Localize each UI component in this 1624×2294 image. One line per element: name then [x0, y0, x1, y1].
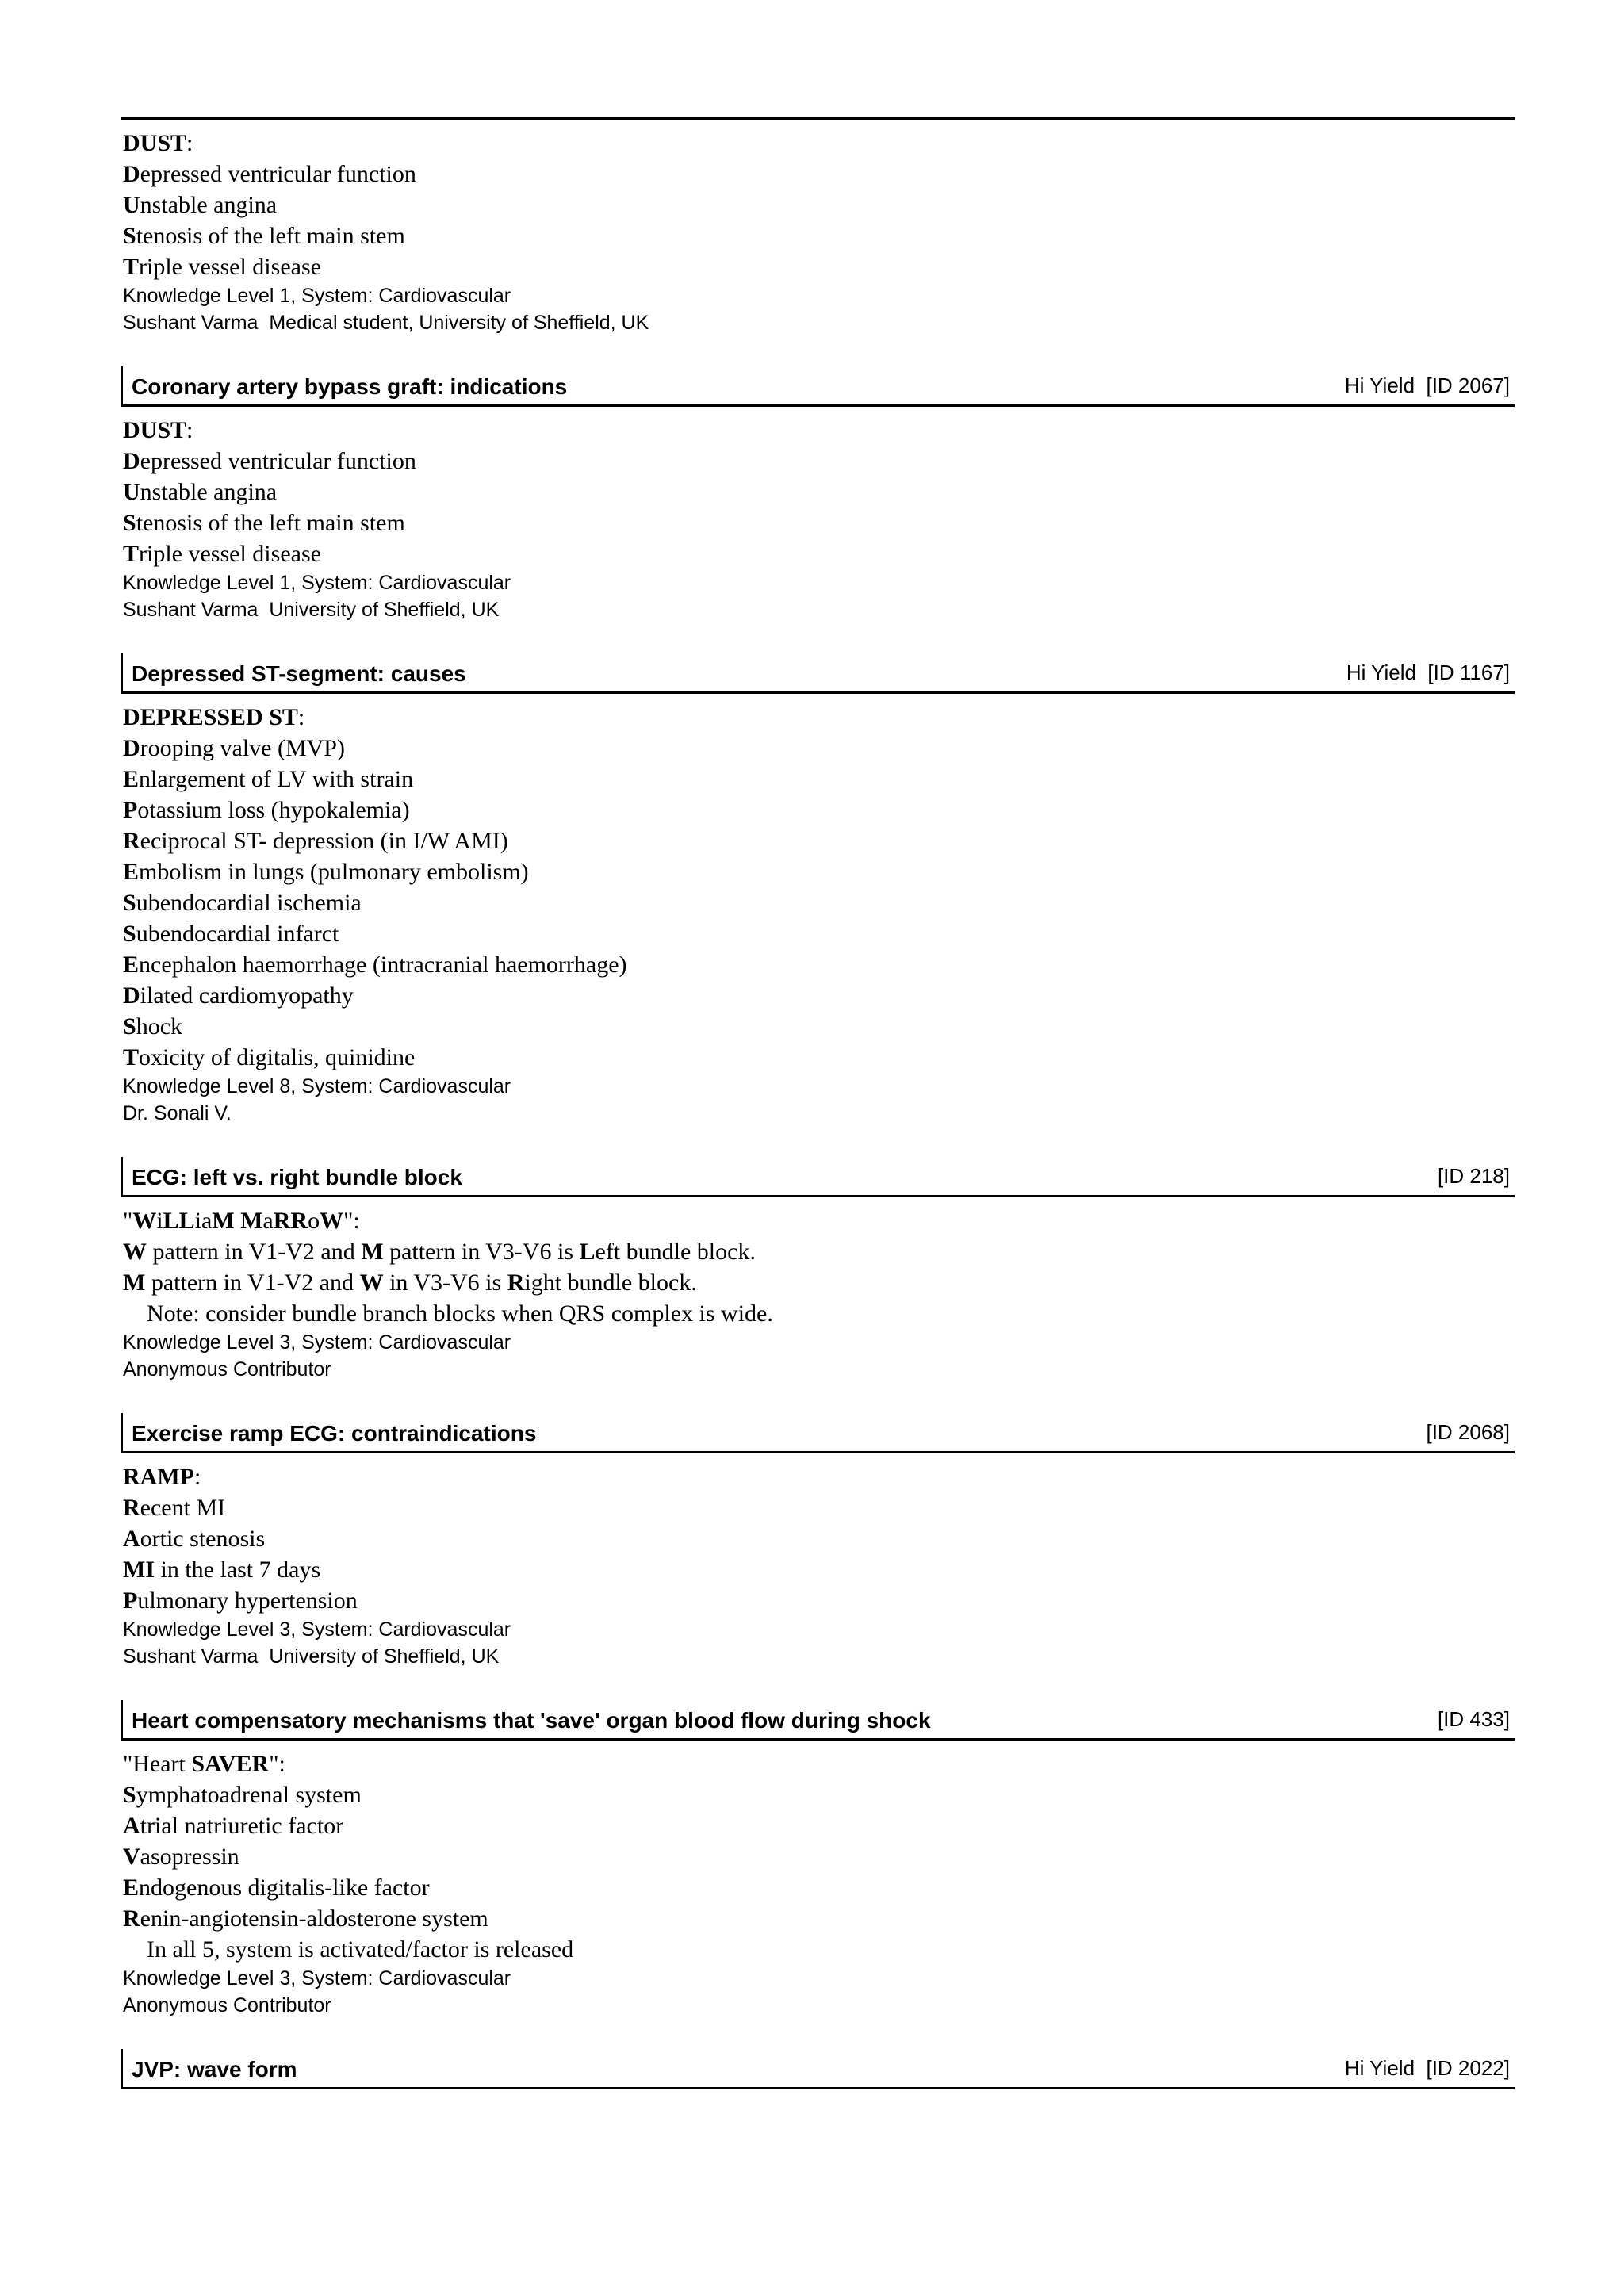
mnemonic-letter: D: [123, 448, 140, 474]
contributor: Dr. Sonali V.: [123, 1102, 232, 1124]
mnemonic-heading: [123, 128, 1515, 159]
mnemonic-letter: V: [123, 1844, 140, 1870]
mnemonic-letter: M: [123, 1270, 146, 1296]
mnemonic-letter: T: [123, 541, 140, 567]
mnemonic-entry: [121, 120, 1515, 336]
mnemonic-text: pattern in V1-V2 and: [145, 1270, 360, 1296]
mnemonic-letter: L: [579, 1239, 596, 1265]
knowledge-level: Knowledge Level 3, System: Cardiovascular: [123, 1967, 511, 1990]
mnemonic-letter: R: [123, 1905, 140, 1932]
mnemonic-line: [123, 507, 1515, 538]
entry-header: [121, 653, 1515, 694]
mnemonic-line: [123, 887, 1515, 918]
mnemonic-letter: P: [123, 1587, 138, 1614]
mnemonic-text: ndogenous digitalis-like factor: [139, 1875, 430, 1901]
mnemonic-text: ":: [269, 1751, 285, 1777]
mnemonic-line: [123, 1585, 1515, 1616]
contributor: Sushant Varma University of Sheffield, UK: [123, 599, 500, 621]
mnemonic-text: :: [193, 1464, 201, 1490]
contributor: Sushant Varma Medical student, University of Sheffield, UK: [123, 312, 649, 334]
mnemonic-text: oxicity of digitalis, quinidine: [139, 1044, 416, 1070]
mnemonic-text: :: [186, 130, 193, 156]
mnemonic-text: riple vessel disease: [139, 254, 321, 280]
mnemonic-line: [123, 1042, 1515, 1073]
mnemonic-letter: M: [361, 1239, 384, 1265]
entry-body: [121, 120, 1515, 336]
mnemonic-line: [123, 159, 1515, 190]
knowledge-level: Knowledge Level 3, System: Cardiovascular: [123, 1618, 511, 1641]
mnemonic-letter: A: [123, 1526, 140, 1552]
mnemonic-letter: W: [132, 1208, 157, 1234]
mnemonic-text: otassium loss (hypokalemia): [137, 797, 410, 823]
mnemonic-text: ":: [343, 1208, 360, 1234]
contributor: Anonymous Contributor: [123, 1358, 331, 1381]
mnemonic-line: [123, 1492, 1515, 1523]
entry-title: Heart compensatory mechanisms that 'save' organ blood flow during shock: [132, 1708, 931, 1733]
mnemonic-text: o: [308, 1208, 320, 1234]
mnemonic-line: [123, 1779, 1515, 1810]
entry-title: ECG: left vs. right bundle block: [132, 1165, 462, 1189]
mnemonic-line: [123, 825, 1515, 856]
mnemonic-letter: E: [123, 859, 140, 885]
document-page: [121, 117, 1515, 2097]
mnemonic-text: ymphatoadrenal system: [136, 1782, 362, 1808]
mnemonic-text: nstable angina: [140, 192, 278, 218]
mnemonic-text: pattern in V3-V6 is: [383, 1239, 580, 1265]
mnemonic-line: [123, 856, 1515, 887]
mnemonic-letter: S: [123, 921, 136, 947]
contributor: Anonymous Contributor: [123, 1994, 331, 2016]
mnemonic-line: [123, 1903, 1515, 1934]
mnemonic-letter: DEPRESSED ST: [123, 704, 298, 730]
mnemonic-text: ecent MI: [140, 1495, 226, 1521]
mnemonic-text: pattern in V1-V2 and: [147, 1239, 362, 1265]
entry-body: [121, 1741, 1515, 2019]
mnemonic-text: ortic stenosis: [140, 1526, 266, 1552]
mnemonic-letter: W: [320, 1208, 344, 1234]
mnemonic-letter: LL: [163, 1208, 195, 1234]
mnemonic-text: :: [186, 417, 193, 443]
mnemonic-line: [123, 980, 1515, 1011]
mnemonic-line: [123, 446, 1515, 477]
entry-title: Exercise ramp ECG: contraindications: [132, 1421, 537, 1446]
knowledge-level: Knowledge Level 8, System: Cardiovascular: [123, 1075, 511, 1097]
mnemonic-letter: P: [123, 797, 138, 823]
mnemonic-text: eft bundle block.: [595, 1239, 756, 1265]
mnemonic-text: riple vessel disease: [139, 541, 321, 567]
mnemonic-letter: E: [123, 766, 140, 792]
mnemonic-text: ": [123, 1208, 133, 1234]
entry-header: [121, 1700, 1515, 1741]
mnemonic-entry: [121, 1157, 1515, 1383]
entry-title: JVP: wave form: [132, 2057, 297, 2081]
mnemonic-letter: S: [123, 1782, 136, 1808]
mnemonic-line: [123, 1267, 1515, 1298]
entry-id-label: Hi Yield [ID 1167]: [1346, 661, 1510, 684]
entry-body: [121, 694, 1515, 1127]
mnemonic-text: nlargement of LV with strain: [139, 766, 414, 792]
mnemonic-letter: R: [123, 828, 140, 854]
entry-body: [121, 1197, 1515, 1383]
mnemonic-entry: [121, 653, 1515, 1127]
mnemonic-letter: W: [123, 1239, 147, 1265]
mnemonic-heading: [123, 1461, 1515, 1492]
mnemonic-text: i: [156, 1208, 163, 1234]
mnemonic-note: [123, 1934, 1515, 1965]
mnemonic-letter: D: [123, 982, 140, 1009]
mnemonic-letter: DUST: [123, 130, 187, 156]
mnemonic-text: ncephalon haemorrhage (intracranial haemorrhage): [139, 952, 627, 978]
mnemonic-text: :: [297, 704, 305, 730]
mnemonic-letter: T: [123, 1044, 140, 1070]
entry-id-label: Hi Yield [ID 2067]: [1344, 373, 1510, 397]
mnemonic-text: ight bundle block.: [524, 1270, 697, 1296]
entry-header: [121, 1157, 1515, 1197]
mnemonic-line: [123, 764, 1515, 795]
mnemonic-line: [123, 477, 1515, 507]
mnemonic-heading: [123, 702, 1515, 733]
mnemonic-letter: D: [123, 161, 140, 187]
mnemonic-letter: R: [123, 1495, 140, 1521]
mnemonic-letter: R: [507, 1270, 525, 1296]
mnemonic-text: ubendocardial infarct: [136, 921, 339, 947]
mnemonic-line: [123, 795, 1515, 825]
mnemonic-text: ulmonary hypertension: [137, 1587, 358, 1614]
entry-id-label: [ID 433]: [1437, 1707, 1510, 1731]
mnemonic-text: trial natriuretic factor: [140, 1813, 344, 1839]
entry-body: [121, 407, 1515, 623]
mnemonic-text: in V3-V6 is: [383, 1270, 508, 1296]
mnemonic-note: [123, 1298, 1515, 1329]
mnemonic-letter: RAMP: [123, 1464, 194, 1490]
entry-title: Depressed ST-segment: causes: [132, 661, 466, 686]
mnemonic-letter: RR: [273, 1208, 308, 1234]
entry-id-label: [ID 2068]: [1426, 1420, 1510, 1444]
mnemonic-text: nstable angina: [140, 479, 278, 505]
mnemonic-letter: S: [123, 223, 136, 249]
mnemonic-letter: W: [359, 1270, 384, 1296]
mnemonic-text: hock: [136, 1013, 183, 1040]
mnemonic-text: Note: consider bundle branch blocks when QRS complex is wide.: [147, 1300, 773, 1327]
mnemonic-line: [123, 251, 1515, 282]
mnemonic-text: epressed ventricular function: [140, 161, 416, 187]
mnemonic-entry: [121, 1413, 1515, 1670]
mnemonic-letter: M M: [212, 1208, 263, 1234]
mnemonic-line: [123, 1554, 1515, 1585]
mnemonic-heading: [123, 1205, 1515, 1236]
entry-body: [121, 1453, 1515, 1670]
knowledge-level: Knowledge Level 3, System: Cardiovascular: [123, 1331, 511, 1354]
mnemonic-letter: S: [123, 510, 136, 536]
mnemonic-line: [123, 1236, 1515, 1267]
mnemonic-letter: MI: [123, 1557, 155, 1583]
mnemonic-line: [123, 538, 1515, 569]
entry-title: Coronary artery bypass graft: indications: [132, 374, 568, 399]
mnemonic-line: [123, 1841, 1515, 1872]
mnemonic-entry: [121, 2049, 1515, 2097]
mnemonic-text: rooping valve (MVP): [140, 735, 345, 761]
mnemonic-entry: [121, 366, 1515, 623]
mnemonic-line: [123, 733, 1515, 764]
mnemonic-letter: T: [123, 254, 140, 280]
mnemonic-letter: U: [123, 192, 140, 218]
mnemonic-text: "Heart: [123, 1751, 192, 1777]
mnemonic-line: [123, 1872, 1515, 1903]
mnemonic-text: ia: [194, 1208, 213, 1234]
mnemonic-letter: A: [123, 1813, 140, 1839]
mnemonic-text: in the last 7 days: [155, 1557, 321, 1583]
knowledge-level: Knowledge Level 1, System: Cardiovascular: [123, 572, 511, 594]
mnemonic-letter: DUST: [123, 417, 187, 443]
mnemonic-text: In all 5, system is activated/factor is released: [147, 1936, 574, 1963]
mnemonic-text: asopressin: [140, 1844, 239, 1870]
entry-header: [121, 366, 1515, 407]
contributor: Sushant Varma University of Sheffield, UK: [123, 1645, 500, 1668]
entries-list: [121, 120, 1515, 2097]
entry-header: [121, 1413, 1515, 1453]
mnemonic-text: eciprocal ST- depression (in I/W AMI): [140, 828, 508, 854]
mnemonic-text: enin-angiotensin-aldosterone system: [140, 1905, 488, 1932]
mnemonic-heading: [123, 415, 1515, 446]
mnemonic-letter: SAVER: [191, 1751, 270, 1777]
mnemonic-letter: E: [123, 952, 140, 978]
mnemonic-line: [123, 949, 1515, 980]
mnemonic-letter: S: [123, 890, 136, 916]
mnemonic-letter: S: [123, 1013, 136, 1040]
mnemonic-line: [123, 918, 1515, 949]
entry-id-label: [ID 218]: [1437, 1164, 1510, 1188]
mnemonic-text: mbolism in lungs (pulmonary embolism): [139, 859, 529, 885]
mnemonic-heading: [123, 1748, 1515, 1779]
mnemonic-line: [123, 190, 1515, 220]
mnemonic-text: tenosis of the left main stem: [136, 223, 405, 249]
mnemonic-line: [123, 220, 1515, 251]
mnemonic-text: tenosis of the left main stem: [136, 510, 405, 536]
mnemonic-letter: E: [123, 1875, 140, 1901]
entry-body: [121, 2089, 1515, 2097]
entry-id-label: Hi Yield [ID 2022]: [1344, 2056, 1510, 2080]
entry-header: [121, 2049, 1515, 2089]
mnemonic-line: [123, 1011, 1515, 1042]
mnemonic-entry: [121, 1700, 1515, 2019]
mnemonic-text: epressed ventricular function: [140, 448, 416, 474]
mnemonic-letter: D: [123, 735, 140, 761]
mnemonic-line: [123, 1810, 1515, 1841]
mnemonic-text: ilated cardiomyopathy: [140, 982, 354, 1009]
knowledge-level: Knowledge Level 1, System: Cardiovascular: [123, 285, 511, 307]
mnemonic-text: a: [262, 1208, 274, 1234]
mnemonic-text: ubendocardial ischemia: [136, 890, 362, 916]
mnemonic-line: [123, 1523, 1515, 1554]
mnemonic-letter: U: [123, 479, 140, 505]
